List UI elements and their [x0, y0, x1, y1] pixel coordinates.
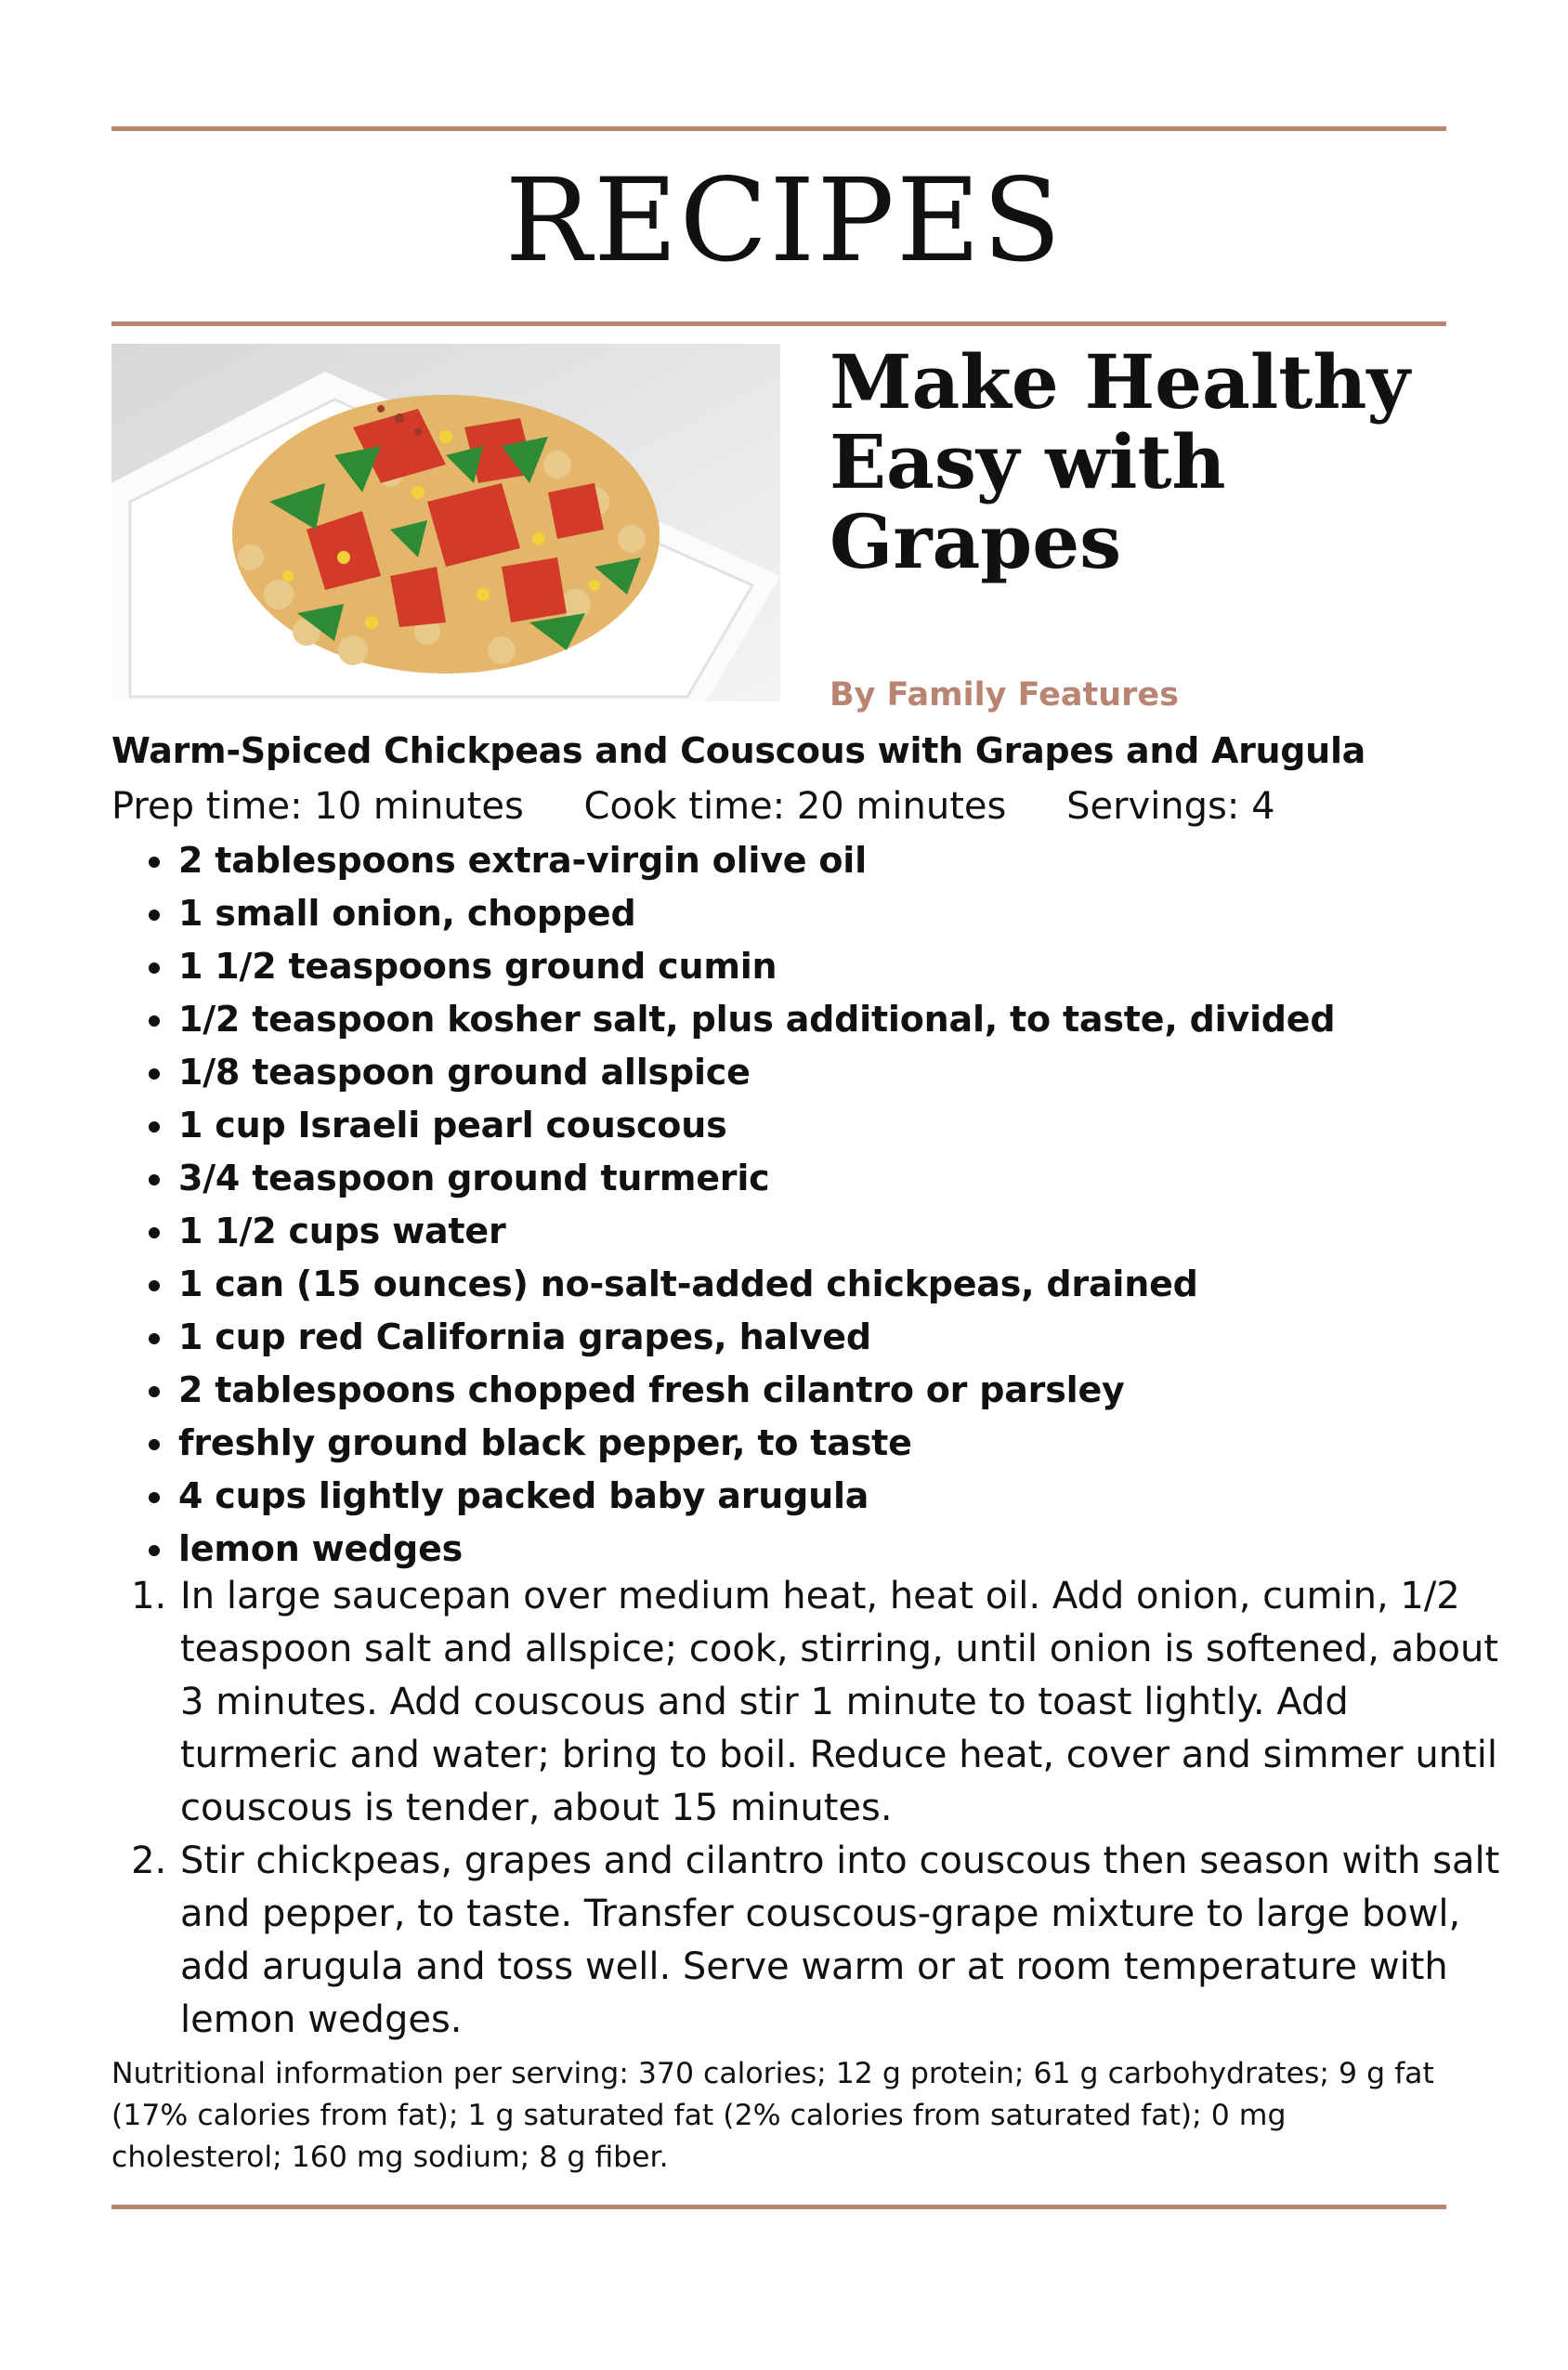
ingredient-list: [111, 834, 1335, 1576]
ingredient-item: • 1 1/2 teaspoons ground cumin: [176, 940, 1335, 993]
ingredient-item: • 1/8 teaspoon ground allspice: [176, 1046, 1335, 1099]
byline: By Family Features: [830, 676, 1179, 714]
salad-photo: [111, 344, 780, 701]
ingredient-item: • 1 small onion, chopped: [176, 887, 1335, 940]
servings: Servings: 4: [1066, 785, 1275, 828]
ingredient-item: • freshly ground black pepper, to taste: [176, 1417, 1335, 1470]
instruction-list: [111, 1570, 1516, 2047]
ingredient-item: • 2 tablespoons chopped fresh cilantro or parsley: [176, 1364, 1335, 1417]
salad-photo-icon: [111, 344, 780, 701]
cook-time: Cook time: 20 minutes: [583, 785, 1007, 828]
bottom-divider: [111, 2205, 1446, 2209]
nutrition-info: Nutritional information per serving: 370 calories; 12 g protein; 61 g carbohydrates; 9 g fat (17% calories from fat); 1 g saturated fat (2% calories from saturated fat); 0 mg cholesterol; 160 mg sodium; 8 g fiber.: [111, 2057, 1434, 2174]
ingredient-item: • 1 cup Israeli pearl couscous: [176, 1099, 1335, 1152]
ingredient-item: • lemon wedges: [176, 1523, 1335, 1576]
instruction-step: 2. Stir chickpeas, grapes and cilantro into couscous then season with salt and pepper, to taste. Transfer couscous-grape mixture to large bowl, add arugula and toss well. Serve warm or at room temperature with lemon wedges.: [178, 1835, 1516, 2047]
ingredient-item: • 2 tablespoons extra-virgin olive oil: [176, 834, 1335, 887]
ingredient-item: • 1 can (15 ounces) no-salt-added chickpeas, drained: [176, 1258, 1335, 1311]
ingredient-item: • 1 1/2 cups water: [176, 1205, 1335, 1258]
instruction-step: 1. In large saucepan over medium heat, heat oil. Add onion, cumin, 1/2 teaspoon salt and allspice; cook, stirring, until onion is softened, about 3 minutes. Add couscous and stir 1 minute to toast lightly. Add turmeric and water; bring to boil. Reduce heat, cover and simmer until couscous is tender, about 15 minutes.: [178, 1570, 1516, 1835]
recipe-meta: [111, 785, 1324, 828]
masthead-title: RECIPES: [504, 154, 1064, 288]
prep-time: Prep time: 10 minutes: [111, 785, 524, 828]
masthead-divider: [111, 321, 1446, 326]
ingredient-item: • 4 cups lightly packed baby arugula: [176, 1470, 1335, 1523]
recipe-title: Warm-Spiced Chickpeas and Couscous with Grapes and Arugula: [111, 730, 1366, 771]
top-divider: [111, 126, 1446, 131]
ingredient-item: • 1/2 teaspoon kosher salt, plus additional, to taste, divided: [176, 993, 1335, 1046]
ingredient-item: • 3/4 teaspoon ground turmeric: [176, 1152, 1335, 1205]
ingredient-item: • 1 cup red California grapes, halved: [176, 1311, 1335, 1364]
headline: Make Healthy Easy with Grapes: [830, 338, 1410, 585]
